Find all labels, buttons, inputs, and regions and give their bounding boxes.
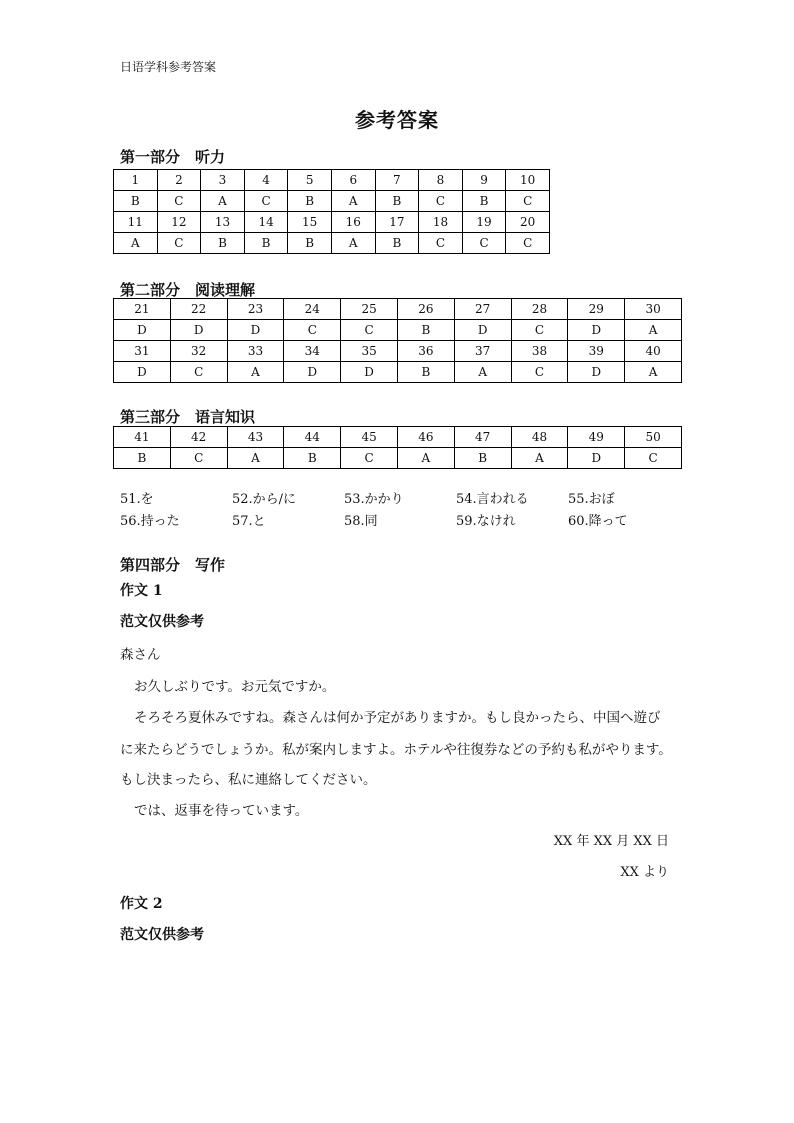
fill-in-row <box>120 511 680 533</box>
question-number-cell: 34 <box>284 341 341 362</box>
question-number-cell: 25 <box>341 299 398 320</box>
question-number-cell: 50 <box>625 427 682 448</box>
fill-in-answer: 51.を <box>120 492 154 507</box>
answer-cell: D <box>284 362 341 383</box>
answer-cell: C <box>462 233 506 254</box>
reading-answer-table <box>113 298 682 383</box>
question-number-cell: 2 <box>157 170 201 191</box>
answer-cell: B <box>201 233 245 254</box>
answer-cell: B <box>244 233 288 254</box>
essay1-label: 作文 1 <box>120 583 163 599</box>
fill-in-row <box>120 489 680 511</box>
question-number-cell: 12 <box>157 212 201 233</box>
section-listening-heading: 第一部分 听力 <box>120 148 226 166</box>
answer-cell: A <box>331 191 375 212</box>
question-number-cell: 21 <box>114 299 171 320</box>
question-number-cell: 41 <box>114 427 171 448</box>
essay1-salutation: 森さん <box>120 647 161 663</box>
answer-cell: C <box>244 191 288 212</box>
question-number-cell: 16 <box>331 212 375 233</box>
question-number-cell: 7 <box>375 170 419 191</box>
section-reading-heading: 第二部分 阅读理解 <box>120 281 256 299</box>
question-number-cell: 30 <box>625 299 682 320</box>
question-number-row <box>114 212 550 233</box>
question-number-row <box>114 170 550 191</box>
answer-cell: A <box>397 448 454 469</box>
question-number-cell: 9 <box>462 170 506 191</box>
question-number-cell: 35 <box>341 341 398 362</box>
fill-in-answer: 58.同 <box>344 514 378 529</box>
question-number-cell: 44 <box>284 427 341 448</box>
page-header: 日语学科参考答案 <box>120 60 217 74</box>
answer-cell: C <box>511 362 568 383</box>
answer-cell: C <box>157 233 201 254</box>
question-number-cell: 38 <box>511 341 568 362</box>
language-answer-table <box>113 426 682 469</box>
question-number-cell: 3 <box>201 170 245 191</box>
question-number-cell: 18 <box>419 212 463 233</box>
question-number-cell: 46 <box>397 427 454 448</box>
fill-in-answer: 57.と <box>232 514 266 529</box>
answer-cell: B <box>288 191 332 212</box>
question-number-cell: 42 <box>170 427 227 448</box>
answer-cell: B <box>114 191 158 212</box>
question-number-cell: 22 <box>170 299 227 320</box>
essay1-note: 范文仅供参考 <box>120 614 204 630</box>
question-number-cell: 47 <box>454 427 511 448</box>
question-number-cell: 5 <box>288 170 332 191</box>
fill-in-answer: 60.降って <box>568 514 628 529</box>
answer-cell: A <box>201 191 245 212</box>
essay2-note: 范文仅供参考 <box>120 927 204 943</box>
answer-cell: A <box>227 448 284 469</box>
answer-cell: A <box>625 320 682 341</box>
answer-cell: C <box>157 191 201 212</box>
question-number-cell: 40 <box>625 341 682 362</box>
answer-cell: C <box>419 233 463 254</box>
answer-cell: C <box>341 448 398 469</box>
question-number-cell: 13 <box>201 212 245 233</box>
answer-cell: C <box>506 233 550 254</box>
answer-cell: B <box>288 233 332 254</box>
answer-cell: D <box>454 320 511 341</box>
answer-cell: B <box>284 448 341 469</box>
answer-row <box>114 320 682 341</box>
answer-cell: D <box>568 320 625 341</box>
question-number-cell: 28 <box>511 299 568 320</box>
answer-cell: B <box>114 448 171 469</box>
question-number-cell: 19 <box>462 212 506 233</box>
question-number-cell: 39 <box>568 341 625 362</box>
essay1-date: XX 年 XX 月 XX 日 <box>553 834 669 849</box>
question-number-cell: 37 <box>454 341 511 362</box>
essay1-line: そろそろ夏休みですね。森さんは何か予定がありますか。もし良かったら、中国へ遊び <box>134 710 661 726</box>
essay2-label: 作文 2 <box>120 896 163 912</box>
question-number-cell: 36 <box>397 341 454 362</box>
fill-in-answer: 52.から/に <box>232 492 297 507</box>
listening-answer-table <box>113 169 550 254</box>
question-number-cell: 24 <box>284 299 341 320</box>
answer-cell: B <box>454 448 511 469</box>
question-number-cell: 32 <box>170 341 227 362</box>
answer-cell: C <box>506 191 550 212</box>
question-number-cell: 45 <box>341 427 398 448</box>
answer-cell: A <box>227 362 284 383</box>
answer-row <box>114 362 682 383</box>
answer-cell: C <box>284 320 341 341</box>
answer-cell: D <box>114 362 171 383</box>
question-number-cell: 26 <box>397 299 454 320</box>
question-number-cell: 48 <box>511 427 568 448</box>
question-number-cell: 17 <box>375 212 419 233</box>
answer-row <box>114 233 550 254</box>
answer-cell: C <box>511 320 568 341</box>
answer-cell: B <box>462 191 506 212</box>
answer-cell: D <box>227 320 284 341</box>
question-number-row <box>114 299 682 320</box>
answer-cell: B <box>397 362 454 383</box>
answer-cell: C <box>625 448 682 469</box>
answer-cell: A <box>511 448 568 469</box>
essay1-signature: XX より <box>620 865 669 880</box>
answer-cell: B <box>375 233 419 254</box>
answer-cell: B <box>397 320 454 341</box>
answer-row <box>114 448 682 469</box>
answer-cell: B <box>375 191 419 212</box>
question-number-cell: 14 <box>244 212 288 233</box>
essay1-line: に来たらどうでしょうか。私が案内しますよ。ホテルや往復券などの予約も私がやります。 <box>120 742 672 758</box>
answer-cell: C <box>419 191 463 212</box>
question-number-cell: 6 <box>331 170 375 191</box>
question-number-cell: 43 <box>227 427 284 448</box>
answer-cell: D <box>568 448 625 469</box>
essay1-line: では、返事を待っています。 <box>134 803 309 819</box>
question-number-cell: 33 <box>227 341 284 362</box>
fill-in-answer: 56.持った <box>120 514 180 529</box>
question-number-cell: 31 <box>114 341 171 362</box>
question-number-cell: 1 <box>114 170 158 191</box>
fill-in-answer: 59.なけれ <box>456 514 516 529</box>
section-language-heading: 第三部分 语言知识 <box>120 408 256 426</box>
section-writing-heading: 第四部分 写作 <box>120 556 226 574</box>
question-number-cell: 4 <box>244 170 288 191</box>
fill-in-answer: 55.おぼ <box>568 492 615 507</box>
answer-cell: C <box>170 448 227 469</box>
question-number-cell: 49 <box>568 427 625 448</box>
essay1-line: もし決まったら、私に連絡してください。 <box>120 772 377 788</box>
answer-cell: D <box>170 320 227 341</box>
answer-cell: D <box>341 362 398 383</box>
answer-cell: C <box>170 362 227 383</box>
question-number-cell: 8 <box>419 170 463 191</box>
fill-in-answer: 53.かかり <box>344 492 404 507</box>
answer-cell: A <box>114 233 158 254</box>
answer-cell: D <box>568 362 625 383</box>
question-number-cell: 27 <box>454 299 511 320</box>
answer-cell: A <box>625 362 682 383</box>
question-number-cell: 15 <box>288 212 332 233</box>
answer-cell: C <box>341 320 398 341</box>
question-number-cell: 11 <box>114 212 158 233</box>
answer-cell: A <box>454 362 511 383</box>
question-number-row <box>114 341 682 362</box>
question-number-cell: 20 <box>506 212 550 233</box>
fill-in-answer: 54.言われる <box>456 492 529 507</box>
answer-cell: A <box>331 233 375 254</box>
question-number-cell: 23 <box>227 299 284 320</box>
essay1-line: お久しぶりです。お元気ですか。 <box>134 679 336 695</box>
question-number-cell: 10 <box>506 170 550 191</box>
question-number-cell: 29 <box>568 299 625 320</box>
fill-in-answers <box>120 489 680 533</box>
page-title: 参考答案 <box>355 108 439 132</box>
answer-cell: D <box>114 320 171 341</box>
answer-row <box>114 191 550 212</box>
question-number-row <box>114 427 682 448</box>
